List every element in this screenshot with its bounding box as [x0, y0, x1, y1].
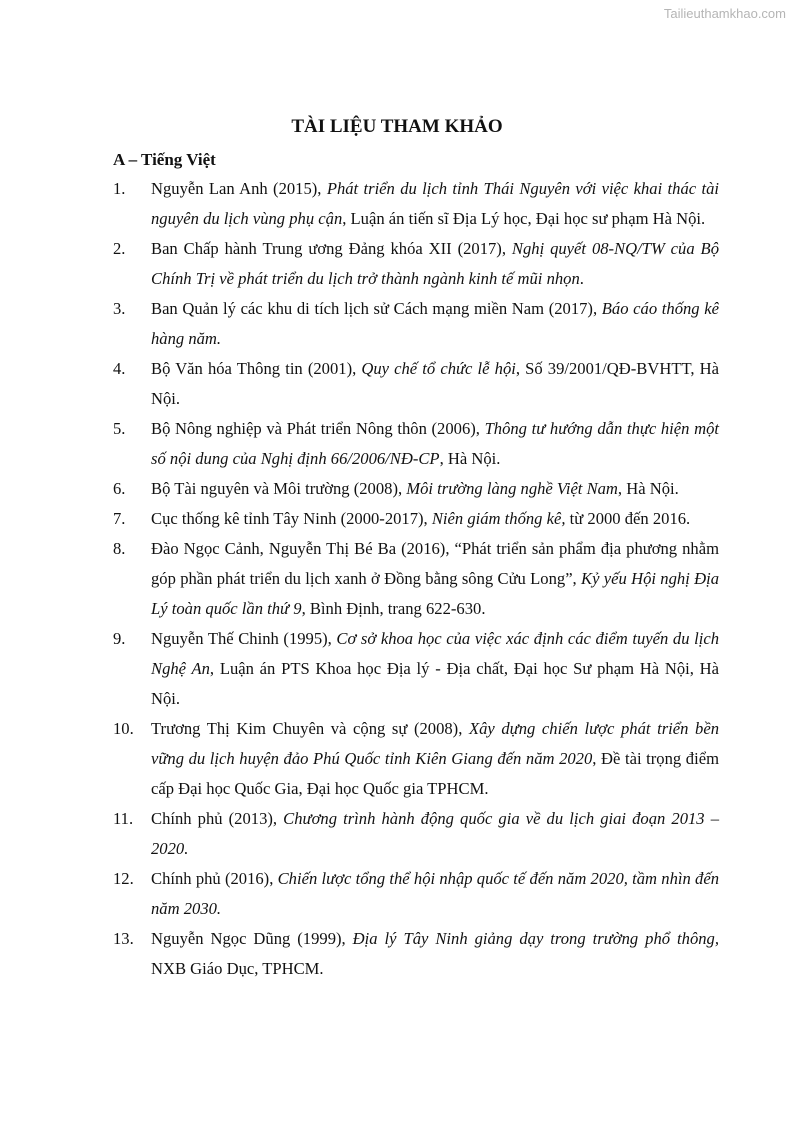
reference-item — [113, 504, 719, 534]
reference-number: 2. — [113, 239, 126, 258]
reference-text: Ban Quản lý các khu di tích lịch sử Cách mạng miền Nam (2017), — [151, 299, 602, 318]
reference-text: NXB Giáo Dục, TPHCM. — [151, 959, 324, 978]
reference-title: Cơ sở khoa học của việc xác định các điểm tuyến du lịch Nghệ An — [151, 629, 719, 678]
reference-title: Nghị quyết 08-NQ/TW của Bộ Chính Trị về phát triển du lịch trở thành ngành kinh tế mũi nhọn — [151, 239, 719, 288]
reference-title: Kỷ yếu Hội nghị Địa Lý toàn quốc lần thứ 9 — [151, 569, 720, 618]
reference-item — [113, 864, 719, 924]
reference-text: , Luận án PTS Khoa học Địa lý - Địa chất, Đại học Sư phạm Hà Nội, Hà Nội. — [151, 659, 719, 708]
reference-text: Ban Chấp hành Trung ương Đảng khóa XII (2017), — [151, 239, 512, 258]
reference-text: Nguyễn Thế Chinh (1995), — [151, 629, 337, 648]
reference-text: , Đề tài trọng điểm cấp Đại học Quốc Gia, Đại học Quốc gia TPHCM. — [151, 749, 719, 798]
reference-title: Chiến lược tổng thể hội nhập quốc tế đến năm 2020, tầm nhìn đến năm 2030. — [151, 869, 719, 918]
reference-item — [113, 474, 719, 504]
reference-title: Báo cáo thống kê hàng năm. — [151, 299, 719, 348]
reference-text: Đào Ngọc Cảnh, Nguyễn Thị Bé Ba (2016), “Phát triển sản phẩm địa phương nhằm góp phần phát triển du lịch xanh ở Đồng bằng sông Cửu Long”, — [151, 539, 719, 588]
reference-text: từ 2000 đến 2016. — [565, 509, 691, 528]
reference-item — [113, 534, 719, 624]
reference-text: , Số 39/2001/QĐ-BVHTT, Hà Nội. — [151, 359, 719, 408]
watermark: Tailieuthamkhao.com — [663, 6, 786, 21]
reference-item — [113, 234, 719, 294]
reference-number: 9. — [113, 629, 126, 648]
reference-text: . — [579, 269, 584, 288]
reference-text: , Hà Nội. — [439, 449, 501, 468]
reference-title: Chương trình hành động quốc gia về du lịch giai đoạn 2013 – 2020. — [151, 809, 720, 858]
reference-item — [113, 354, 719, 414]
reference-number: 5. — [113, 419, 126, 438]
reference-number: 13. — [113, 929, 134, 948]
reference-item — [113, 414, 719, 474]
reference-text: Trương Thị Kim Chuyên và cộng sự (2008), — [151, 719, 469, 738]
reference-number: 1. — [113, 179, 126, 198]
reference-title: Xây dựng chiến lược phát triển bền vững du lịch huyện đảo Phú Quốc tỉnh Kiên Giang đến năm 2020 — [151, 719, 720, 768]
reference-text: , Luận án tiến sĩ Địa Lý học, Đại học sư phạm Hà Nội. — [342, 209, 706, 228]
reference-item — [113, 174, 719, 234]
reference-text: Chính phủ (2013), — [151, 809, 284, 828]
reference-text: Chính phủ (2016), — [151, 869, 278, 888]
reference-item — [113, 714, 719, 804]
reference-number: 3. — [113, 299, 126, 318]
reference-number: 11. — [113, 809, 134, 828]
reference-text: , Bình Định, trang 622-630. — [301, 599, 486, 618]
reference-list — [113, 174, 719, 984]
reference-item — [113, 804, 719, 864]
reference-number: 12. — [113, 869, 134, 888]
reference-item — [113, 294, 719, 354]
reference-item — [113, 624, 719, 714]
reference-text: Bộ Tài nguyên và Môi trường (2008), — [151, 479, 407, 498]
reference-number: 4. — [113, 359, 126, 378]
reference-title: Môi trường làng nghề Việt Nam — [406, 479, 618, 498]
reference-text: Nguyễn Lan Anh (2015), — [151, 179, 327, 198]
reference-text: Bộ Văn hóa Thông tin (2001), — [151, 359, 362, 378]
reference-number: 8. — [113, 539, 126, 558]
reference-text: , Hà Nội. — [617, 479, 679, 498]
reference-title: Niên giám thống kê, — [431, 509, 566, 528]
reference-number: 6. — [113, 479, 126, 498]
reference-title: Địa lý Tây Ninh giảng dạy trong trường phổ thông, — [352, 929, 719, 948]
reference-number: 10. — [113, 719, 134, 738]
section-heading: A – Tiếng Việt — [113, 150, 216, 169]
reference-title: Thông tư hướng dẫn thực hiện một số nội dung của Nghị định 66/2006/NĐ-CP — [151, 419, 719, 468]
reference-number: 7. — [113, 509, 126, 528]
reference-text: Bộ Nông nghiệp và Phát triển Nông thôn (2006), — [151, 419, 485, 438]
reference-text: Nguyễn Ngọc Dũng (1999), — [151, 929, 353, 948]
page-title: TÀI LIỆU THAM KHẢO — [291, 116, 503, 137]
reference-text: Cục thống kê tỉnh Tây Ninh (2000-2017), — [151, 509, 432, 528]
reference-title: Quy chế tổ chức lễ hội — [361, 359, 516, 378]
reference-title: Phát triển du lịch tỉnh Thái Nguyên với việc khai thác tài nguyên du lịch vùng phụ cận — [151, 179, 719, 228]
reference-item — [113, 924, 719, 984]
